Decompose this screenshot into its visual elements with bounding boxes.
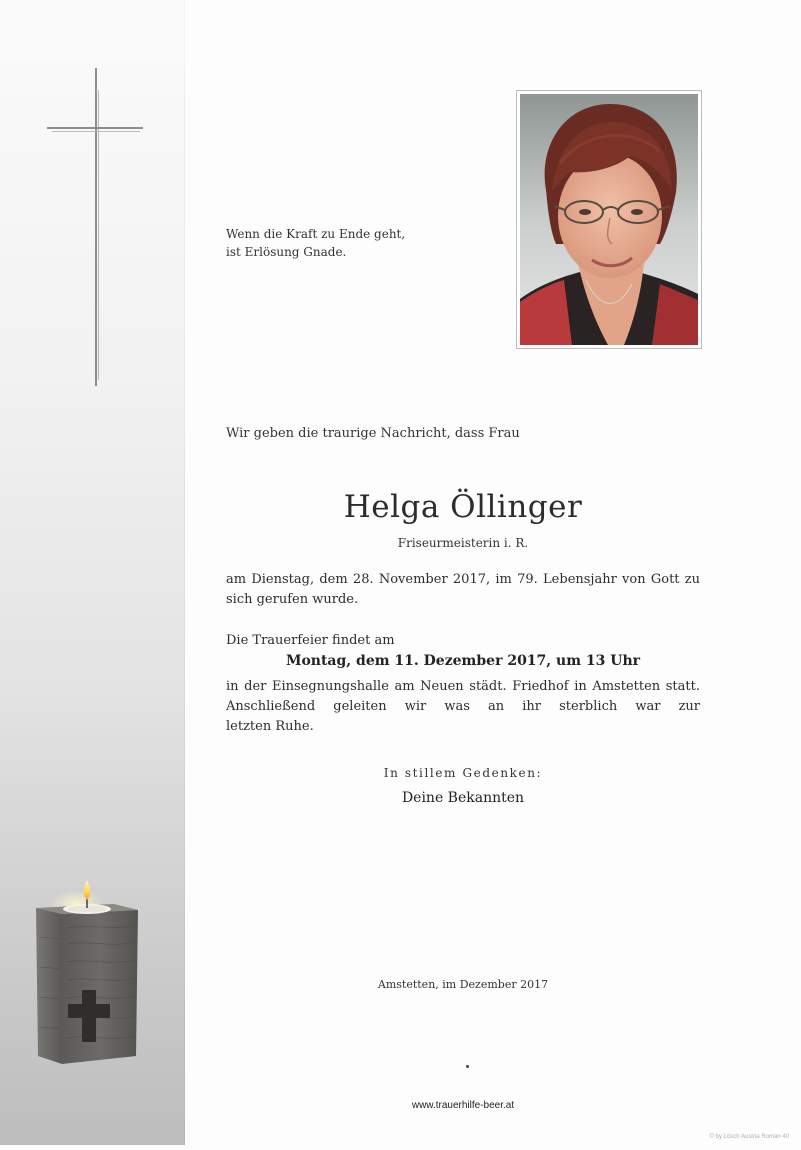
portrait-frame	[516, 90, 702, 349]
death-notice: am Dienstag, dem 28. November 2017, im 79. Lebensjahr von Gott zu sich gerufen wurde.	[226, 572, 700, 607]
candle-icon	[30, 878, 145, 1068]
side-panel	[0, 0, 185, 1145]
cross-horizontal-bar	[47, 127, 143, 129]
quote	[226, 225, 446, 261]
closing-phrase: In stillem Gedenken:	[383, 766, 543, 780]
deceased-name: Helga Öllinger	[343, 489, 583, 525]
copyright-note: © by Lösch Austria Roman 40	[709, 1134, 789, 1140]
signers: Deine Bekannten	[401, 790, 525, 806]
divider-dot	[466, 1065, 469, 1068]
quote-line-2: ist Erlösung Gnade.	[226, 245, 347, 259]
portrait-photo	[520, 94, 698, 345]
cross-horizontal-shadow	[52, 131, 140, 132]
funeral-intro: Die Trauerfeier findet am	[226, 633, 395, 648]
funeral-details-line-3: letzten Ruhe.	[226, 719, 314, 734]
funeral-details	[226, 677, 700, 737]
cross-vertical-shadow	[98, 90, 99, 380]
cross-vertical-bar	[95, 68, 97, 386]
place-date: Amstetten, im Dezember 2017	[377, 978, 549, 991]
intro-text: Wir geben die traurige Nachricht, dass Frau	[226, 426, 520, 441]
funeral-details-line-1: in der Einsegnungshalle am Neuen städt. Friedhof in Amstetten statt.	[226, 679, 700, 694]
website-link[interactable]: www.trauerhilfe-beer.at	[411, 1100, 515, 1111]
funeral-details-line-2: Anschließend geleiten wir was an ihr sterblich war zur	[226, 699, 700, 714]
quote-line-1: Wenn die Kraft zu Ende geht,	[226, 227, 406, 241]
funeral-date-time: Montag, dem 11. Dezember 2017, um 13 Uhr	[285, 653, 641, 669]
deceased-profession: Friseurmeisterin i. R.	[397, 536, 529, 550]
